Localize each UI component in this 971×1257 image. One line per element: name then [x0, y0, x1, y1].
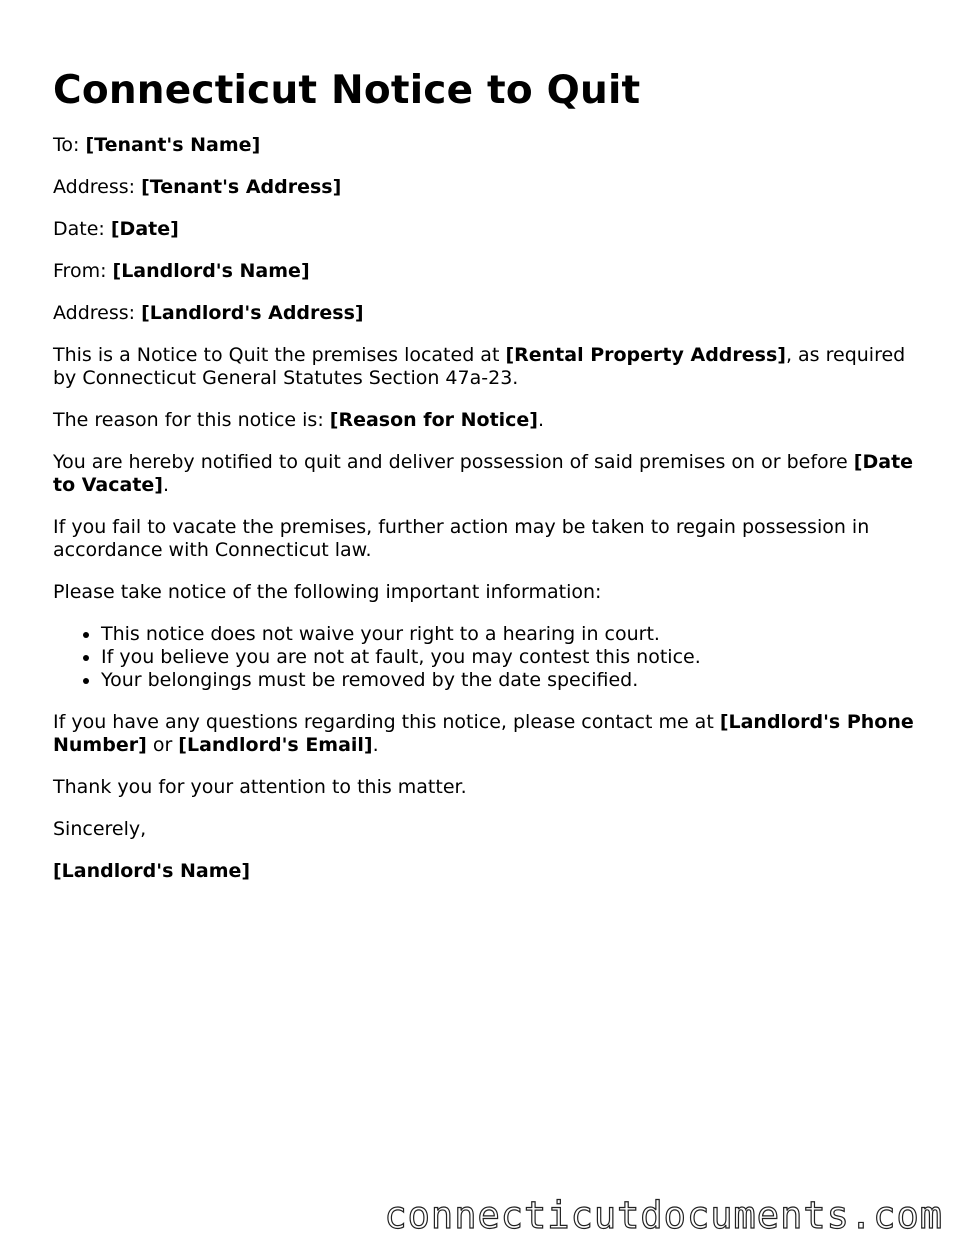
- rental-property-address-field: [Rental Property Address]: [505, 344, 786, 366]
- date-field: [Date]: [110, 218, 179, 240]
- to-line: [53, 134, 923, 157]
- landlord-name-field: [Landlord's Name]: [112, 260, 310, 282]
- to-label: To:: [53, 134, 86, 156]
- date-to-vacate-field: [Date to Vacate]: [53, 451, 914, 496]
- date-line: [53, 218, 923, 241]
- landlord-phone-field: [Landlord's Phone Number]: [53, 711, 914, 756]
- landlord-address-field: [Landlord's Address]: [141, 302, 364, 324]
- tenant-address-field: [Tenant's Address]: [141, 176, 342, 198]
- landlord-address-label: Address:: [53, 302, 142, 324]
- list-item: • Your belongings must be removed by the date specified.: [101, 669, 923, 692]
- contact-text-middle: or: [146, 734, 179, 756]
- thanks-line: Thank you for your attention to this matter.: [53, 776, 467, 798]
- signature-line: [53, 860, 923, 883]
- notice-paragraph: [53, 344, 923, 390]
- site-watermark: connecticutdocuments.com: [384, 1194, 943, 1237]
- info-list: [53, 623, 923, 692]
- tenant-address-line: [53, 176, 923, 199]
- reason-paragraph: [53, 409, 923, 432]
- contact-text-before: If you have any questions regarding this notice, please contact me at: [53, 711, 720, 733]
- info-intro: Please take notice of the following important information:: [53, 581, 602, 603]
- tenant-name-field: [Tenant's Name]: [85, 134, 261, 156]
- landlord-address-line: [53, 302, 923, 325]
- contact-text-after: .: [372, 734, 379, 756]
- list-item: • If you believe you are not at fault, you may contest this notice.: [101, 646, 923, 669]
- vacate-paragraph: [53, 451, 923, 497]
- from-line: [53, 260, 923, 283]
- document-page: [53, 62, 923, 902]
- reason-text-after: .: [538, 409, 545, 431]
- reason-text-before: The reason for this notice is:: [53, 409, 330, 431]
- list-item: • This notice does not waive your right to a hearing in court.: [101, 623, 923, 646]
- fail-paragraph: If you fail to vacate the premises, further action may be taken to regain possession in accordance with Connecticut law.: [53, 516, 870, 561]
- signature-name: [Landlord's Name]: [53, 860, 251, 882]
- date-label: Date:: [53, 218, 111, 240]
- notice-text-before: This is a Notice to Quit the premises located at: [53, 344, 506, 366]
- tenant-address-label: Address:: [53, 176, 142, 198]
- from-label: From:: [53, 260, 113, 282]
- page-title: Connecticut Notice to Quit: [53, 68, 641, 113]
- vacate-text-after: .: [162, 474, 170, 496]
- landlord-email-field: [Landlord's Email]: [178, 734, 373, 756]
- reason-field: [Reason for Notice]: [329, 409, 538, 431]
- vacate-text-before: You are hereby notified to quit and deliver possession of said premises on or before: [53, 451, 854, 473]
- closing-line: Sincerely,: [53, 818, 147, 840]
- contact-paragraph: [53, 711, 923, 757]
- notice-text-after: , as required by Connecticut General Statutes Section 47a-23.: [53, 344, 906, 389]
